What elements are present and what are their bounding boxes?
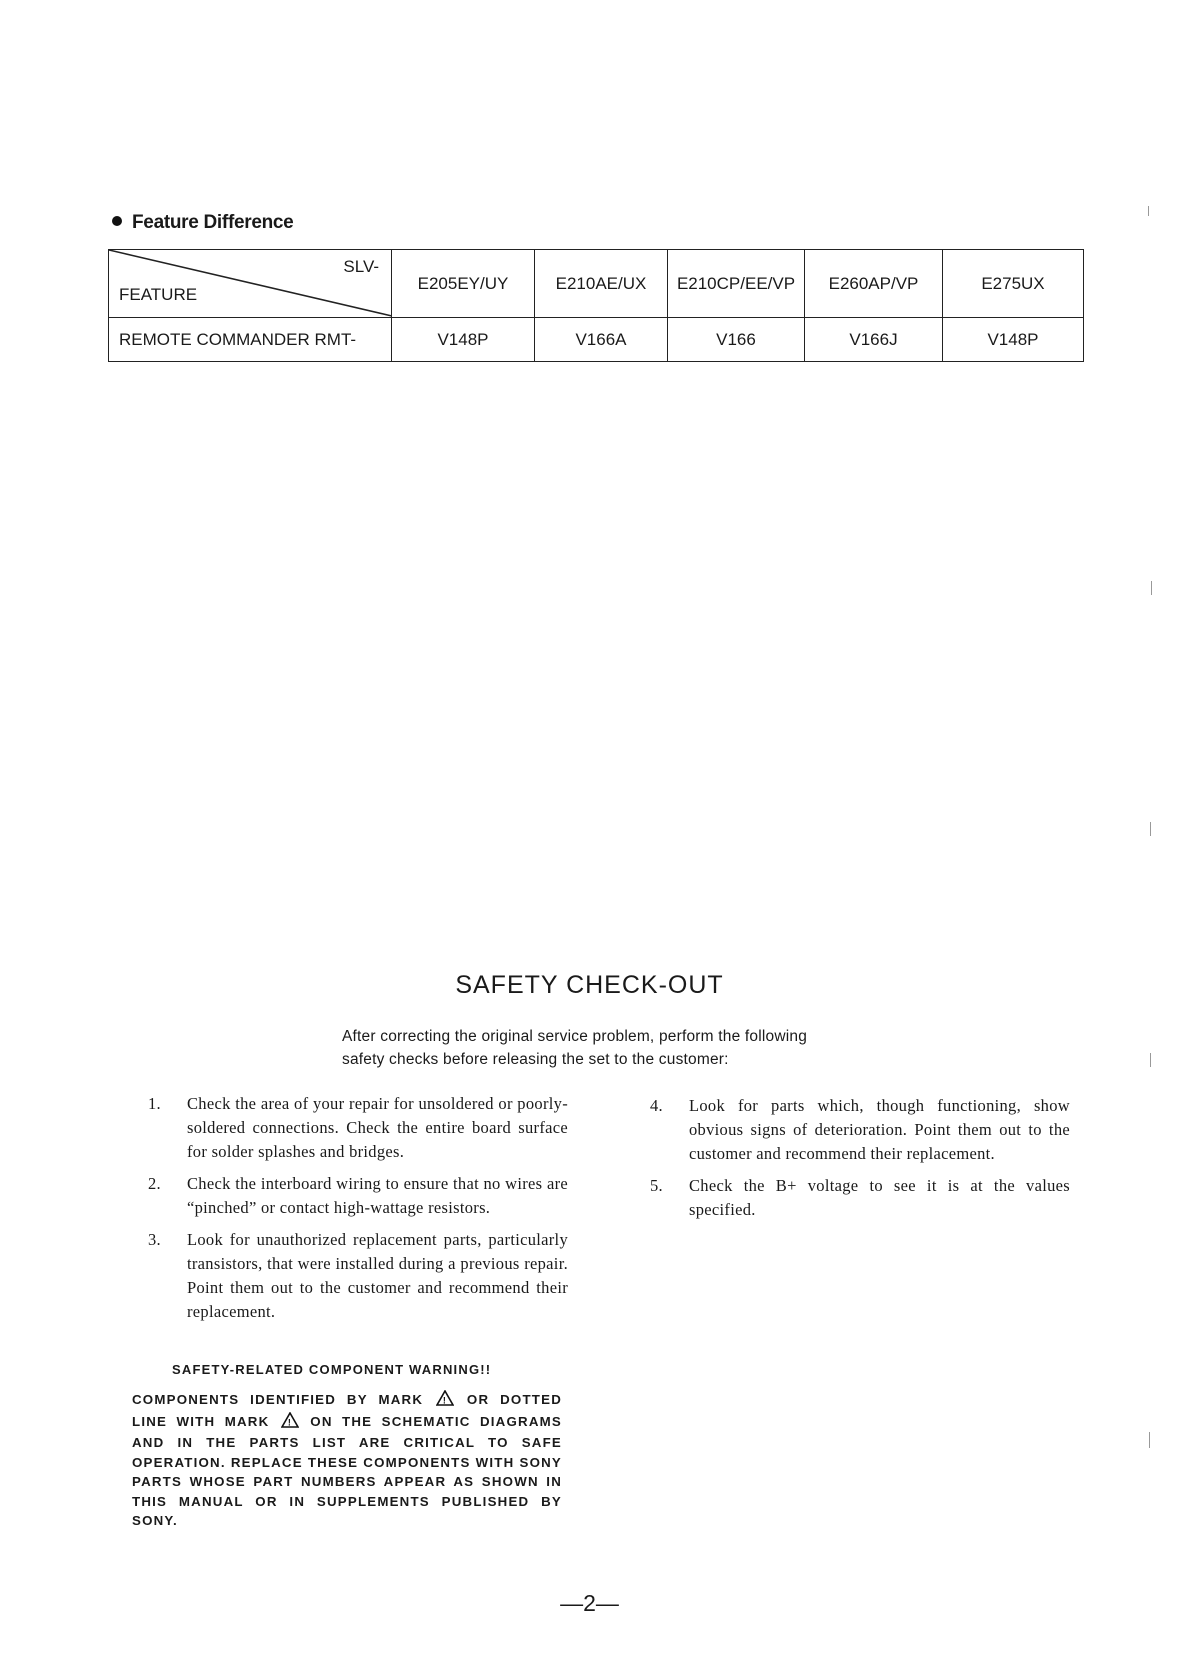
- intro-line: safety checks before releasing the set to the customer:: [342, 1051, 729, 1068]
- model-header: E275UX: [943, 250, 1084, 318]
- feature-difference-table: [108, 249, 1084, 362]
- item-text: Check the area of your repair for unsoldered or poorly-soldered connections. Check the entire board surface for solder splashes and bridges.: [187, 1094, 568, 1161]
- item-number: 5.: [650, 1176, 663, 1195]
- model-header: E210CP/EE/VP: [668, 250, 805, 318]
- list-item: [650, 1174, 1070, 1222]
- scan-speck: [1149, 1432, 1150, 1448]
- table-row: [109, 318, 1084, 362]
- warning-text: OR DOTTED LINE WITH MARK: [132, 1392, 562, 1429]
- warning-triangle-icon: [436, 1390, 454, 1412]
- warning-body: [132, 1390, 562, 1531]
- scan-speck: [1148, 206, 1149, 216]
- bullet-icon: [112, 216, 122, 226]
- item-number: 1.: [148, 1094, 161, 1113]
- list-item: [148, 1172, 568, 1220]
- list-item: [650, 1094, 1070, 1166]
- table-cell: V166A: [535, 318, 668, 362]
- scan-speck: [1150, 822, 1151, 836]
- model-header: E210AE/UX: [535, 250, 668, 318]
- scan-speck: [1151, 581, 1152, 595]
- item-text: Check the B+ voltage to see it is at the values specified.: [689, 1176, 1070, 1219]
- scan-speck: [1150, 1053, 1151, 1067]
- table-cell: V166: [668, 318, 805, 362]
- safety-intro: [342, 1025, 902, 1071]
- svg-text:!: !: [442, 1395, 448, 1406]
- warning-text: COMPONENTS IDENTIFIED BY MARK: [132, 1392, 424, 1407]
- intro-line: After correcting the original service problem, perform the following: [342, 1028, 808, 1045]
- checklist-left-column: [148, 1092, 568, 1332]
- item-text: Check the interboard wiring to ensure that no wires are “pinched” or contact high-wattage resistors.: [187, 1174, 568, 1217]
- page-number: —2—: [560, 1590, 619, 1616]
- model-header: E205EY/UY: [392, 250, 535, 318]
- row-label: REMOTE COMMANDER RMT-: [109, 318, 392, 362]
- item-text: Look for parts which, though functioning, show obvious signs of deterioration. Point them out to the customer and recommend their replacement.: [689, 1096, 1070, 1163]
- table-cell: V148P: [943, 318, 1084, 362]
- item-number: 4.: [650, 1096, 663, 1115]
- warning-triangle-icon: [281, 1412, 299, 1434]
- svg-text:!: !: [287, 1417, 292, 1427]
- table-header-row: [109, 250, 1084, 318]
- feature-difference-heading: [112, 212, 293, 234]
- table-cell: V148P: [392, 318, 535, 362]
- checklist-right-column: [650, 1094, 1070, 1230]
- item-number: 2.: [148, 1174, 161, 1193]
- warning-text: ON THE SCHEMATIC DIAGRAMS AND IN THE PARTS LIST ARE CRITICAL TO SAFE OPERATION. REPLACE THESE COMPONENTS WITH SONY PARTS WHOSE PART NUMBERS APPEAR AS SHOWN IN THIS MANUAL OR IN SUPPLEMENTS PUBLISHED BY SONY.: [132, 1413, 562, 1528]
- corner-slv-label: SLV-: [343, 257, 379, 276]
- feature-heading-text: Feature Difference: [132, 212, 294, 233]
- item-number: 3.: [148, 1230, 161, 1249]
- list-item: [148, 1092, 568, 1164]
- list-item: [148, 1228, 568, 1324]
- safety-checkout-title: SAFETY CHECK-OUT: [455, 971, 724, 999]
- item-text: Look for unauthorized replacement parts, particularly transistors, that were installed during a previous repair. Point them out to the customer and recommend their replacement.: [187, 1230, 568, 1321]
- warning-title: SAFETY-RELATED COMPONENT WARNING!!: [172, 1362, 492, 1377]
- model-header: E260AP/VP: [805, 250, 943, 318]
- table-cell: V166J: [805, 318, 943, 362]
- corner-feature-label: FEATURE: [119, 285, 198, 304]
- table-corner-cell: [109, 250, 392, 318]
